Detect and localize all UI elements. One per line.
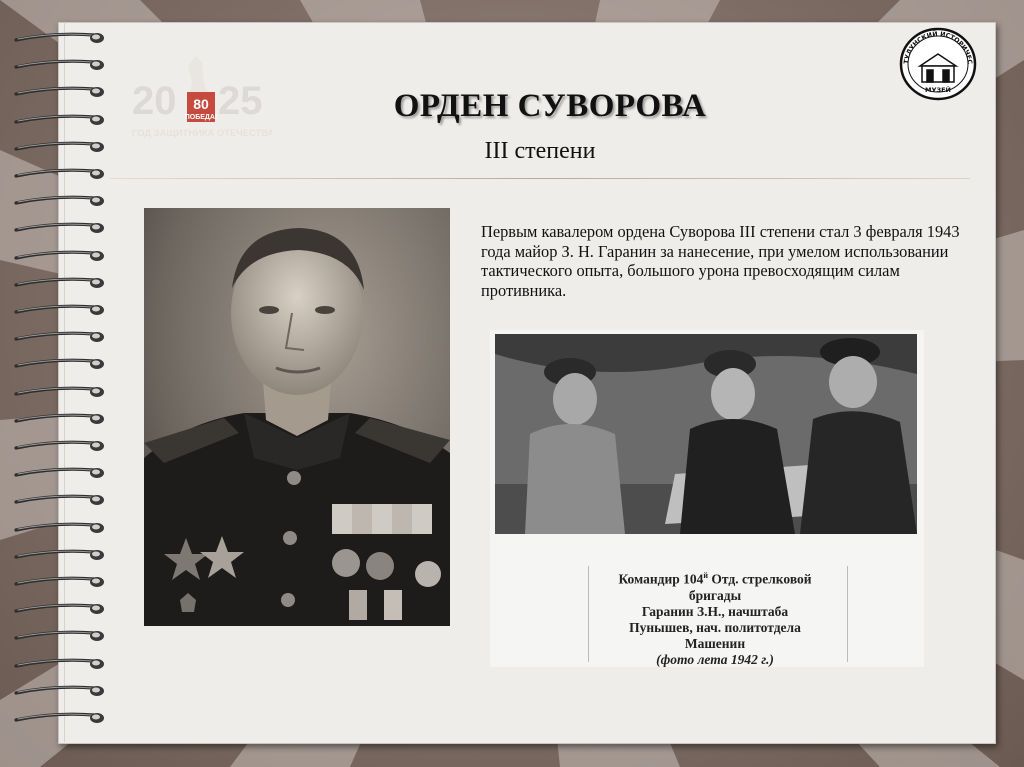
spiral-ring: [14, 628, 106, 642]
caption-line-4: Пунышев, нач. политотдела: [629, 619, 801, 635]
motherland-statue-icon: [188, 56, 208, 92]
museum-logo: [898, 26, 978, 102]
spiral-ring: [14, 683, 106, 697]
page-subtitle: III степени: [484, 138, 596, 164]
description-paragraph: Первым кавалером ордена Суворова III степени стал 3 февраля 1943 года майор З. Н. Гаранин за нанесение, при умелом использовании тактического опыта, большого урона превосходящим силам противника.: [481, 222, 960, 300]
caption-line-1: Командир $104^й$ Отд. стрелковой: [618, 571, 812, 587]
logo-digits-right: 25: [218, 79, 263, 123]
spiral-ring: [14, 57, 106, 71]
caption-line-3: Гаранин З.Н., начштаба: [641, 603, 789, 619]
museum-bottom-text: МУЗЕЙ: [925, 86, 951, 94]
logo-tagline: ГОД ЗАЩИТНИКА ОТЕЧЕСТВА: [132, 127, 272, 138]
spiral-ring: [14, 356, 106, 370]
spiral-ring: [14, 166, 106, 180]
title-divider: [110, 178, 970, 179]
portrait-photo: [144, 208, 450, 626]
spiral-ring: [14, 193, 106, 207]
spiral-ring: [14, 465, 106, 479]
group-photo: [495, 334, 917, 534]
spiral-ring: [14, 139, 106, 153]
spiral-ring: [14, 302, 106, 316]
anniversary-logo: [132, 52, 272, 142]
spiral-ring: [14, 220, 106, 234]
spiral-ring: [14, 601, 106, 615]
spiral-ring: [14, 492, 106, 506]
spiral-ring: [14, 411, 106, 425]
spiral-ring: [14, 275, 106, 289]
caption-line-6: (фото лета 1942 г.): [656, 651, 774, 667]
caption-line-2: бригады: [688, 587, 742, 603]
spiral-ring: [14, 329, 106, 343]
photo-caption: [590, 568, 840, 668]
spiral-ring: [14, 84, 106, 98]
badge-number: 80: [193, 96, 209, 112]
spiral-ring: [14, 520, 106, 534]
logo-digits-left: 20: [132, 79, 177, 123]
spiral-ring: [14, 656, 106, 670]
spiral-ring: [14, 248, 106, 262]
caption-line-5: Машенин: [684, 635, 746, 651]
page-title: ОРДЕН СУВОРОВА: [393, 88, 707, 124]
museum-ring-text: ТУЛУНСКИЙ ИСТОРИЧЕС: [903, 30, 974, 65]
spiral-ring: [14, 547, 106, 561]
spiral-ring: [14, 710, 106, 724]
spiral-ring: [14, 30, 106, 44]
badge-word: ПОБЕДА!: [184, 114, 218, 121]
spiral-ring: [14, 438, 106, 452]
spiral-ring: [14, 112, 106, 126]
spiral-ring: [14, 574, 106, 588]
spiral-ring: [14, 384, 106, 398]
